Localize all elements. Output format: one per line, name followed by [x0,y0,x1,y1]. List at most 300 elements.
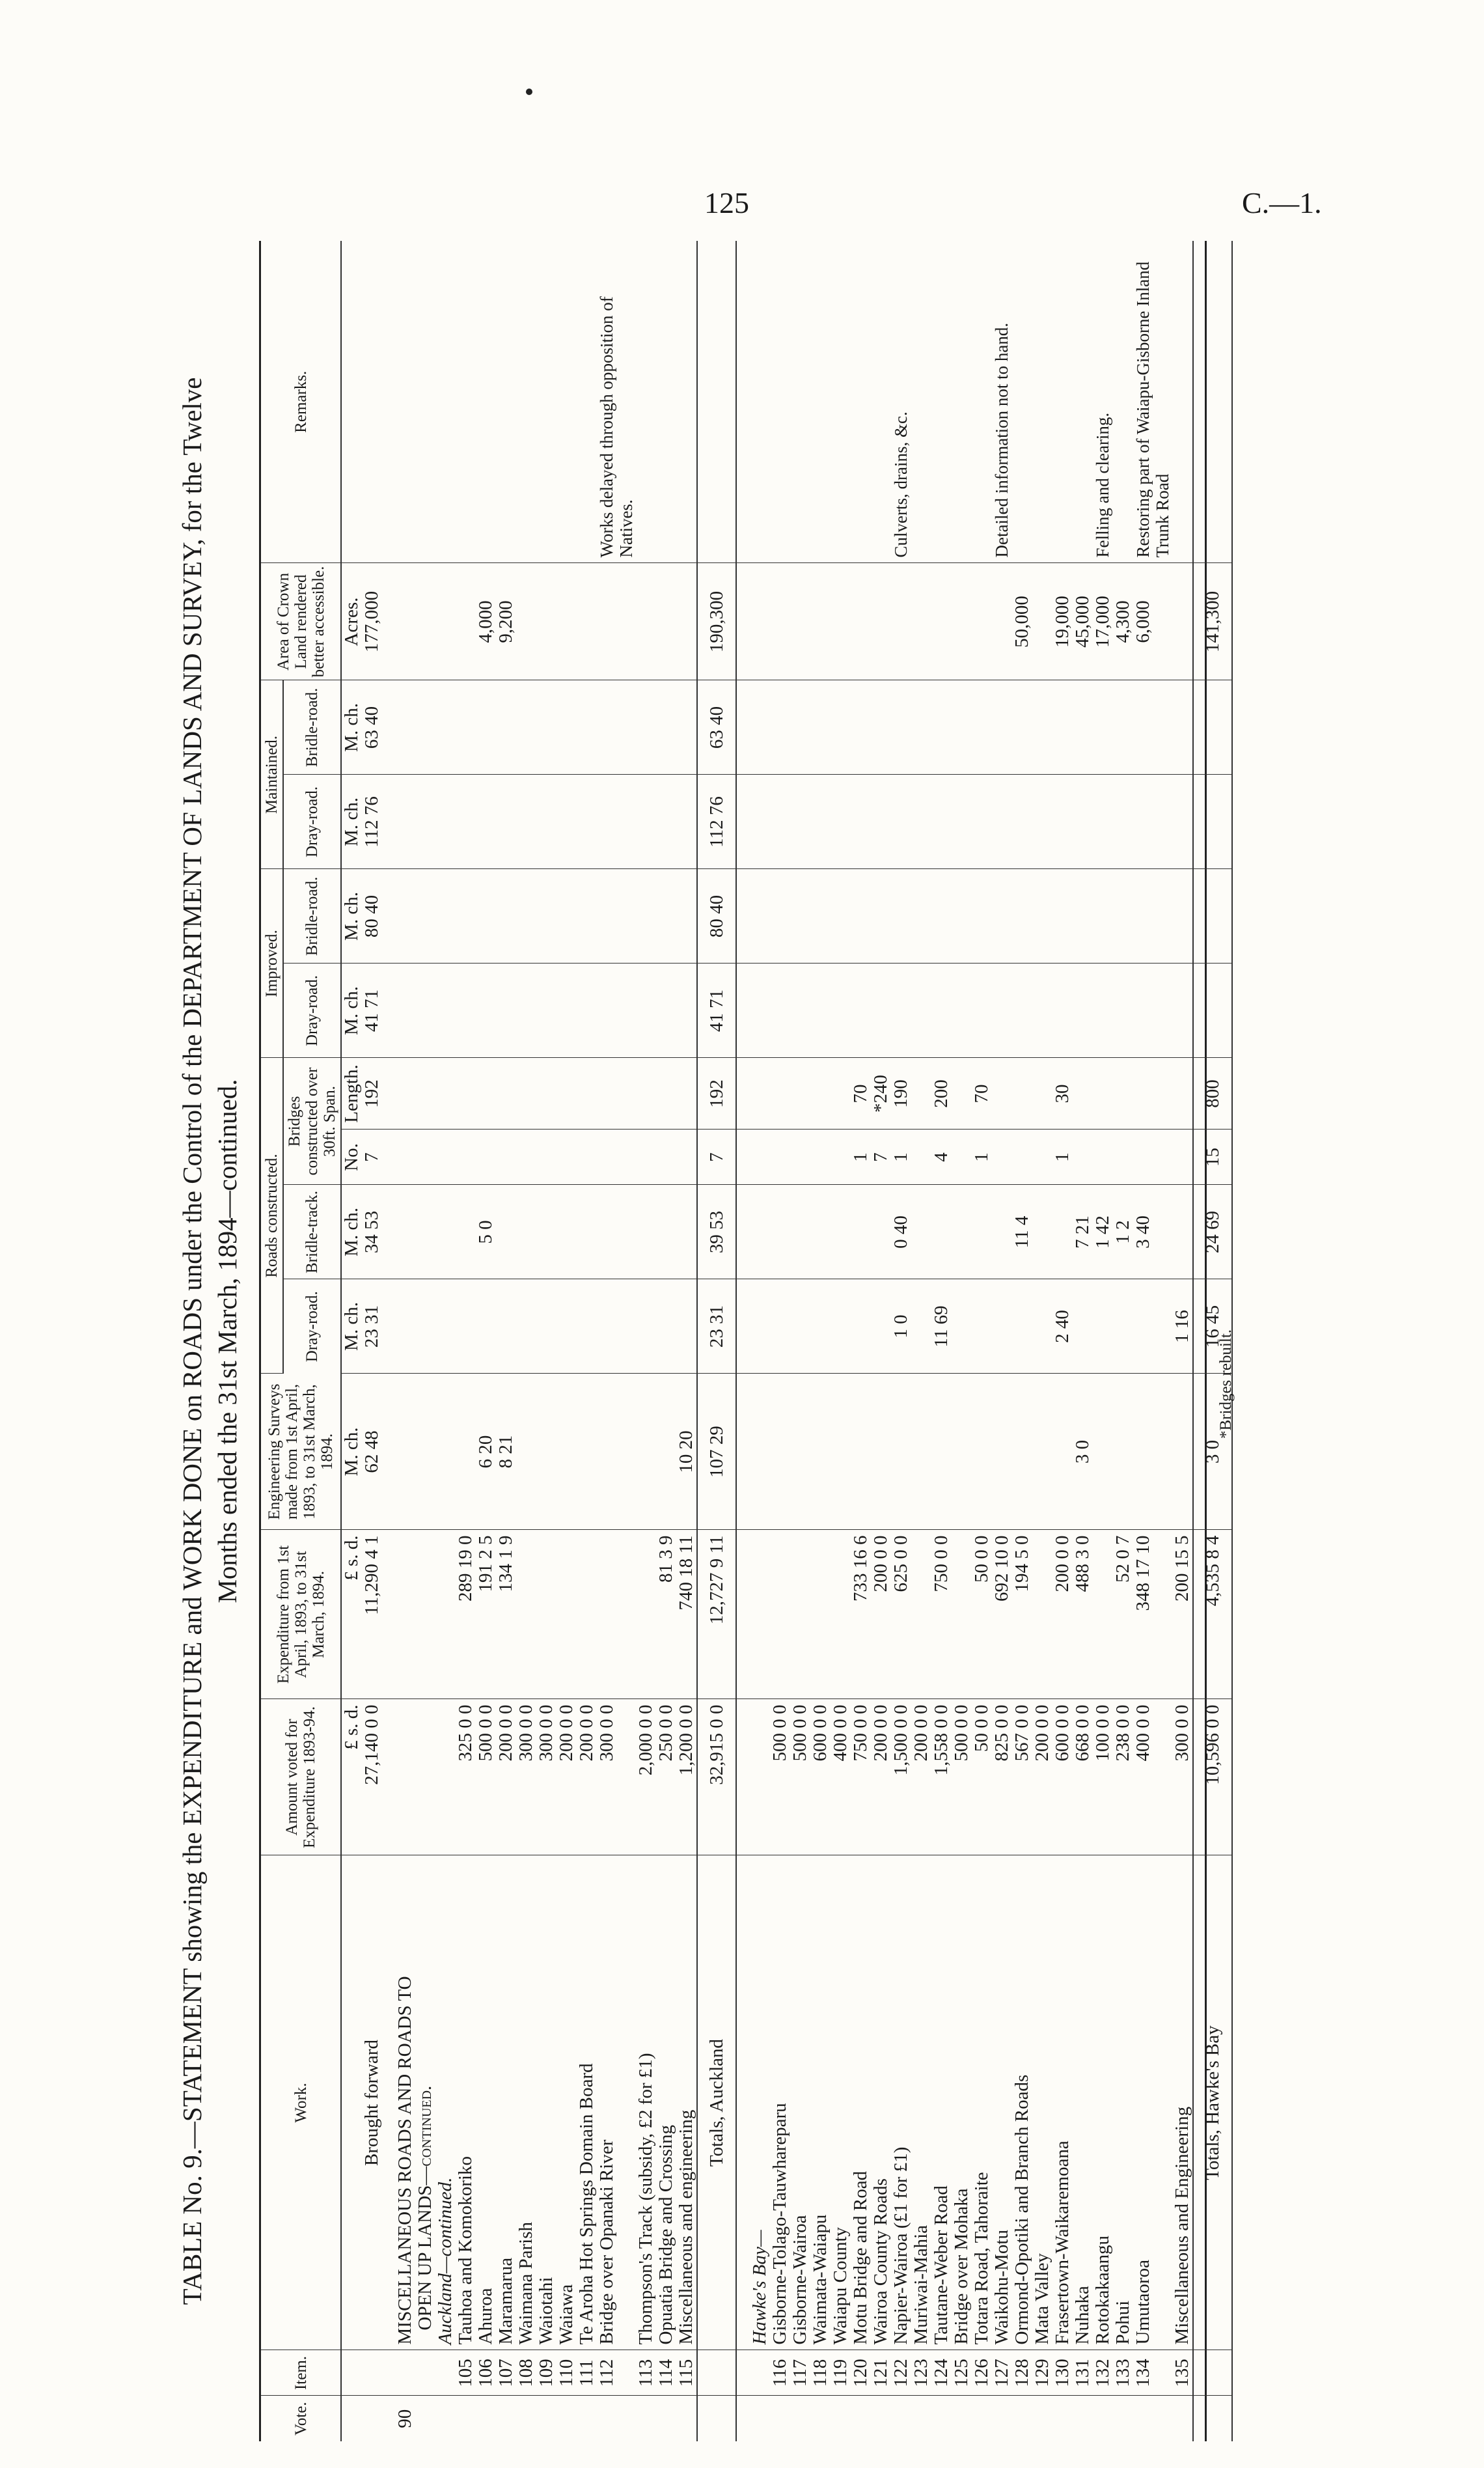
total-mnt-dray: 112 76 [697,775,736,869]
improved-dray [536,964,556,1058]
total-mnt-bridle: 63 40 [697,680,736,775]
maintained-dray [972,775,992,869]
bridges-no [1113,1130,1133,1185]
vote-cell [931,2396,952,2441]
maintained-dray [676,775,697,869]
work-name: Frasertown-Waikaremoana [1052,1855,1073,2350]
improved-dray [911,964,931,1058]
improved-dray [456,964,476,1058]
table-row [496,241,516,2441]
bridges-length [656,1058,676,1130]
vote-cell [831,2396,851,2441]
bridle-track: 1 2 [1113,1185,1133,1279]
work-name: Wairoa County Roads [871,1855,891,2350]
work-name: Maramarua [496,1855,516,2350]
surveys [871,1374,891,1530]
unit-no: No. [341,1130,362,1185]
improved-bridle [790,869,810,964]
amount-voted: 300 0 0 [516,1699,536,1855]
table-row [790,241,810,2441]
expenditure [516,1530,536,1699]
item-number: 130 [1052,2350,1073,2396]
maintained-bridle [556,680,577,775]
bridges-length [456,1058,476,1130]
title-line-2: Months ended the 31st March, 1894—continued. [212,1079,242,1603]
item-number: 109 [536,2350,556,2396]
expenditure: 200 0 0 [871,1530,891,1699]
table-row [516,241,536,2441]
rotated-table-sheet [174,241,1320,2441]
total-bridges-no: 15 [1193,1130,1232,1185]
improved-dray [1073,964,1093,1058]
unit-mch: M. ch. [341,869,362,964]
amount-voted: 567 0 0 [1012,1699,1032,1855]
improved-dray [496,964,516,1058]
work-name: Thompson's Track (subsidy, £2 for £1) [636,1855,656,2350]
dray-road [577,1279,597,1374]
dray-road [770,1279,790,1374]
vote-cell [536,2396,556,2441]
unit-mch: M. ch. [341,680,362,775]
table-body [341,241,456,2441]
maintained-dray [911,775,931,869]
improved-bridle [1073,869,1093,964]
bf-bridges-no: 7 [362,1130,382,1185]
dray-road [1133,1279,1172,1374]
remark [676,241,697,563]
improved-dray [516,964,536,1058]
vote-cell [952,2396,972,2441]
surveys [952,1374,972,1530]
maintained-bridle [1052,680,1073,775]
area-acres [831,563,851,680]
maintained-bridle [496,680,516,775]
remark: Works delayed through opposition of Natives. [597,241,636,563]
maintained-bridle [1073,680,1093,775]
unit-mch: M. ch. [341,775,362,869]
expenditure: 733 16 6 [851,1530,871,1699]
dray-road [496,1279,516,1374]
unit-mch: M. ch. [341,1279,362,1374]
bridges-length [1133,1058,1172,1130]
improved-bridle [476,869,496,964]
vote-cell [1032,2396,1052,2441]
dray-road: 1 0 [891,1279,911,1374]
surveys: 3 0 [1073,1374,1093,1530]
dray-road [1032,1279,1052,1374]
bridges-length [636,1058,656,1130]
improved-bridle [556,869,577,964]
vote-cell [1093,2396,1113,2441]
expenditure: 289 19 0 [456,1530,476,1699]
expenditure [911,1530,931,1699]
vote-cell [656,2396,676,2441]
section-heading-line-2: OPEN UP LANDS—continued. [415,1855,435,2350]
area-acres [456,563,476,680]
vote-cell [992,2396,1012,2441]
area-acres: 19,000 [1052,563,1073,680]
bridges-length [556,1058,577,1130]
area-acres: 17,000 [1093,563,1113,680]
bridle-track [556,1185,577,1279]
expenditure [770,1530,790,1699]
auckland-rows [456,241,697,2441]
units-row [341,241,362,2441]
col-expenditure: Expenditure from 1st April, 1893, to 31st March, 1894. [261,1530,341,1699]
amount-voted: 200 0 0 [556,1699,577,1855]
improved-dray [476,964,496,1058]
amount-voted: 200 0 0 [577,1699,597,1855]
expenditure [1032,1530,1052,1699]
improved-dray [1172,964,1193,1058]
amount-voted: 750 0 0 [851,1699,871,1855]
maintained-dray [770,775,790,869]
remark [476,241,496,563]
amount-voted: 200 0 0 [871,1699,891,1855]
maintained-bridle [871,680,891,775]
table-row [597,241,636,2441]
maintained-bridle [1012,680,1032,775]
vote-cell [676,2396,697,2441]
improved-dray [1133,964,1172,1058]
vote-cell [911,2396,931,2441]
bridle-track: 3 40 [1133,1185,1172,1279]
improved-dray [676,964,697,1058]
maintained-dray [636,775,656,869]
table-row [536,241,556,2441]
amount-voted: 200 0 0 [911,1699,931,1855]
expenditure [1093,1530,1113,1699]
work-name: Waimana Parish [516,1855,536,2350]
bridges-no [636,1130,656,1185]
item-number: 120 [851,2350,871,2396]
table-row [831,241,851,2441]
vote-cell [1012,2396,1032,2441]
amount-voted: 825 0 0 [992,1699,1012,1855]
unit-money: £ s. d. [341,1699,362,1855]
area-acres [871,563,891,680]
bridle-track [770,1185,790,1279]
remark: Felling and clearing. [1093,241,1113,563]
remark [636,241,656,563]
bf-imp-bridle: 80 40 [362,869,382,964]
surveys [992,1374,1012,1530]
amount-voted: 2,000 0 0 [636,1699,656,1855]
amount-voted: 500 0 0 [770,1699,790,1855]
unit-mch: M. ch. [341,964,362,1058]
bf-amount: 27,140 0 0 [362,1699,382,1855]
vote-cell [556,2396,577,2441]
table-row [911,241,931,2441]
amount-voted: 500 0 0 [476,1699,496,1855]
remark: Detailed information not to hand. [992,241,1012,563]
unit-acres: Acres. [341,563,362,680]
item-number: 133 [1113,2350,1133,2396]
remark [1012,241,1032,563]
improved-dray [831,964,851,1058]
improved-bridle [1133,869,1172,964]
amount-voted: 200 0 0 [1032,1699,1052,1855]
bridle-track [931,1185,952,1279]
bridges-no [656,1130,676,1185]
improved-bridle [597,869,636,964]
maintained-bridle [911,680,931,775]
work-name: Tautane-Weber Road [931,1855,952,2350]
remark [556,241,577,563]
item-number: 128 [1012,2350,1032,2396]
maintained-bridle [851,680,871,775]
vote-cell [810,2396,831,2441]
bridle-track: 11 4 [1012,1185,1032,1279]
bridle-track: 5 0 [476,1185,496,1279]
maintained-dray [1113,775,1133,869]
maintained-dray [496,775,516,869]
maintained-bridle [952,680,972,775]
area-acres: 45,000 [1073,563,1093,680]
improved-dray [992,964,1012,1058]
total-imp-bridle [1193,869,1232,964]
total-bridle: 39 53 [697,1185,736,1279]
vote-cell [1133,2396,1172,2441]
work-name: Napier-Wairoa (£1 for £1) [891,1855,911,2350]
remark [831,241,851,563]
surveys [536,1374,556,1530]
surveys [851,1374,871,1530]
maintained-bridle [790,680,810,775]
improved-bridle [536,869,556,964]
item-number: 111 [577,2350,597,2396]
maintained-dray [476,775,496,869]
bridle-track [1032,1185,1052,1279]
item-number: 110 [556,2350,577,2396]
dray-road [1073,1279,1093,1374]
maintained-dray [871,775,891,869]
vote-cell [891,2396,911,2441]
bridges-no: 1 [1052,1130,1073,1185]
total-dray: 23 31 [697,1279,736,1374]
dray-road [972,1279,992,1374]
expenditure [810,1530,831,1699]
document-code: C.—1. [1242,186,1322,219]
maintained-dray [952,775,972,869]
dray-road [790,1279,810,1374]
bridges-length [952,1058,972,1130]
unit-length: Length. [341,1058,362,1130]
dray-road: 1 16 [1172,1279,1193,1374]
maintained-bridle [810,680,831,775]
improved-dray [556,964,577,1058]
table-row [1172,241,1193,2441]
bridges-length [911,1058,931,1130]
improved-dray [810,964,831,1058]
item-number: 121 [871,2350,891,2396]
work-name: Waimata-Waiapu [810,1855,831,2350]
bridges-no: 7 [871,1130,891,1185]
surveys [1172,1374,1193,1530]
col-work: Work. [261,1855,341,2350]
bridle-track [911,1185,931,1279]
remark [496,241,516,563]
expenditure [636,1530,656,1699]
area-acres [992,563,1012,680]
bridges-no [476,1130,496,1185]
table-row [456,241,476,2441]
amount-voted: 300 0 0 [1172,1699,1193,1855]
improved-bridle [1052,869,1073,964]
surveys [911,1374,931,1530]
vote-cell [1113,2396,1133,2441]
surveys [456,1374,476,1530]
vote-cell [577,2396,597,2441]
improved-dray [656,964,676,1058]
amount-voted: 400 0 0 [831,1699,851,1855]
col-rc-bridle: Bridle-track. [283,1185,341,1279]
amount-voted: 600 0 0 [810,1699,831,1855]
maintained-dray [1012,775,1032,869]
table-row [656,241,676,2441]
table-row [1052,241,1073,2441]
remark [911,241,931,563]
bridle-track: 0 40 [891,1185,911,1279]
bridges-no [516,1130,536,1185]
amount-voted: 238 0 0 [1113,1699,1133,1855]
bridges-no [952,1130,972,1185]
maintained-dray [536,775,556,869]
area-acres [597,563,636,680]
maintained-bridle [536,680,556,775]
total-bridges-len: 192 [697,1058,736,1130]
table-row [676,241,697,2441]
surveys [891,1374,911,1530]
work-name: Bridge over Mohaka [952,1855,972,2350]
expenditure: 191 2 5 [476,1530,496,1699]
area-acres: 50,000 [1012,563,1032,680]
bridges-no [790,1130,810,1185]
col-area: Area of Crown Land rendered better accessible. [261,563,341,680]
dray-road [516,1279,536,1374]
amount-voted: 1,500 0 0 [891,1699,911,1855]
vote-cell [770,2396,790,2441]
bridges-length: *240 [871,1058,891,1130]
item-number: 132 [1093,2350,1113,2396]
improved-dray [871,964,891,1058]
total-imp-bridle: 80 40 [697,869,736,964]
maintained-dray [1073,775,1093,869]
bridges-length [1093,1058,1113,1130]
vote-cell [636,2396,656,2441]
improved-bridle [972,869,992,964]
maintained-dray [790,775,810,869]
total-imp-dray [1193,964,1232,1058]
item-number: 131 [1073,2350,1093,2396]
page-number: 125 [704,186,749,219]
table-row [770,241,790,2441]
bridle-track [676,1185,697,1279]
item-number: 114 [656,2350,676,2396]
bridle-track: 7 21 [1073,1185,1093,1279]
expenditure: 625 0 0 [891,1530,911,1699]
improved-bridle [810,869,831,964]
maintained-bridle [1093,680,1113,775]
amount-voted: 325 0 0 [456,1699,476,1855]
improved-bridle [676,869,697,964]
improved-bridle [516,869,536,964]
dray-road [1093,1279,1113,1374]
work-name: Motu Bridge and Road [851,1855,871,2350]
improved-dray [931,964,952,1058]
bridges-length [496,1058,516,1130]
table-row [931,241,952,2441]
bridle-track [636,1185,656,1279]
dray-road [831,1279,851,1374]
bridges-length [597,1058,636,1130]
vote-cell [851,2396,871,2441]
maintained-dray [1052,775,1073,869]
maintained-dray [1093,775,1113,869]
work-name: Ormond-Opotiki and Branch Roads [1012,1855,1032,2350]
area-acres [931,563,952,680]
bridges-no [992,1130,1012,1185]
vote-number: 90 [394,2409,415,2428]
total-expenditure: 12,727 9 11 [697,1530,736,1699]
work-name: Pohui [1113,1855,1133,2350]
bridges-length [992,1058,1012,1130]
table-row [810,241,831,2441]
dray-road [911,1279,931,1374]
surveys [770,1374,790,1530]
surveys [1012,1374,1032,1530]
table-row [1032,241,1052,2441]
bridges-no [831,1130,851,1185]
table-row [871,241,891,2441]
area-acres [952,563,972,680]
dray-road [676,1279,697,1374]
total-surveys: 107 29 [697,1374,736,1530]
improved-bridle [911,869,931,964]
bf-dray: 23 31 [362,1279,382,1374]
bridges-no [1172,1130,1193,1185]
work-name: Mata Valley [1032,1855,1052,2350]
area-acres: 4,300 [1113,563,1133,680]
bridges-no [577,1130,597,1185]
bridges-length [476,1058,496,1130]
bridle-track [1052,1185,1073,1279]
table-container [259,241,1223,2441]
bridges-length: 70 [972,1058,992,1130]
bridges-no [810,1130,831,1185]
maintained-dray [1172,775,1193,869]
col-item: Item. [261,2350,341,2396]
improved-dray [1012,964,1032,1058]
dray-road [992,1279,1012,1374]
area-acres [1032,563,1052,680]
remark [456,241,476,563]
table-title [174,241,245,2441]
item-number: 116 [770,2350,790,2396]
col-imp-bridle: Bridle-road. [283,869,341,964]
dray-road [952,1279,972,1374]
improved-bridle [1012,869,1032,964]
improved-dray [851,964,871,1058]
expenditure [952,1530,972,1699]
maintained-dray [516,775,536,869]
item-number: 118 [810,2350,831,2396]
surveys: 8 21 [496,1374,516,1530]
dray-road [810,1279,831,1374]
expenditure [831,1530,851,1699]
table-row [851,241,871,2441]
bf-imp-dray: 41 71 [362,964,382,1058]
